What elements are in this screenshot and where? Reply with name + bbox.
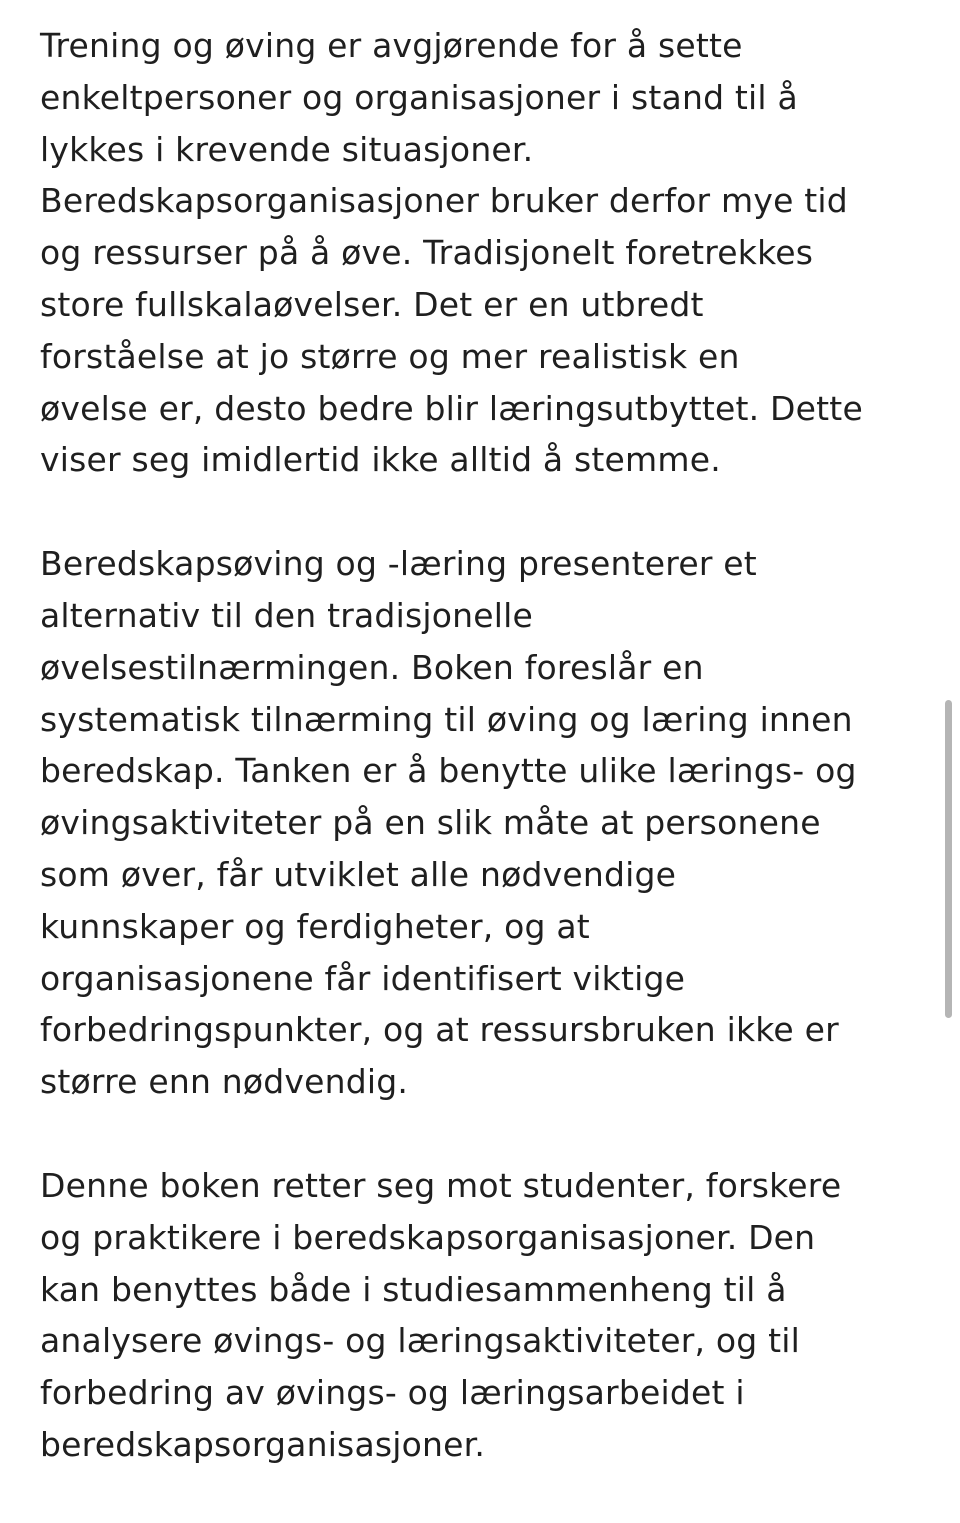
text-line: som øver, får utviklet alle nødvendige [40,854,677,894]
scrollbar-thumb[interactable] [945,700,952,1018]
text-line: organisasjonene får identifisert viktige [40,958,686,998]
text-line: analysere øvings- og læringsaktiviteter, og til [40,1321,800,1361]
text-line: Beredskapsorganisasjoner bruker derfor mye tid [40,181,848,221]
text-line: øvelsestilnærmingen. Boken foreslår en [40,647,704,687]
text-line: forbedringspunkter, og at ressursbruken ikke er [40,1010,839,1050]
text-line: forståelse at jo større og mer realistisk en [40,336,740,376]
text-line: og ressurser på å øve. Tradisjonelt foretrekkes [40,233,814,273]
text-line: alternativ til den tradisjonelle [40,595,533,635]
paragraph-2 [40,538,930,1108]
paragraph-1 [40,20,930,486]
text-line: beredskapsorganisasjoner. [40,1424,486,1464]
text-line: øvingsaktiviteter på en slik måte at personene [40,803,821,843]
paragraph-3 [40,1160,930,1471]
text-line: og praktikere i beredskapsorganisasjoner. Den [40,1217,816,1257]
text-line: enkeltpersoner og organisasjoner i stand til å [40,77,798,117]
text-line: lykkes i krevende situasjoner. [40,129,534,169]
text-line: Beredskapsøving og -læring presenterer et [40,544,757,584]
text-line: forbedring av øvings- og læringsarbeidet i [40,1373,745,1413]
text-line: beredskap. Tanken er å benytte ulike lærings- og [40,751,857,791]
text-line: Denne boken retter seg mot studenter, forskere [40,1165,842,1205]
text-line: Trening og øving er avgjørende for å sette [40,26,743,65]
text-line: viser seg imidlertid ikke alltid å stemme. [40,440,721,480]
text-line: store fullskalaøvelser. Det er en utbredt [40,284,704,324]
text-line: kan benyttes både i studiesammenheng til å [40,1269,787,1309]
text-line: systematisk tilnærming til øving og læring innen [40,699,853,739]
text-line: øvelse er, desto bedre blir læringsutbyttet. Dette [40,388,863,428]
article-body [40,20,930,1523]
text-line: kunnskaper og ferdigheter, og at [40,906,590,946]
text-line: større enn nødvendig. [40,1062,409,1102]
